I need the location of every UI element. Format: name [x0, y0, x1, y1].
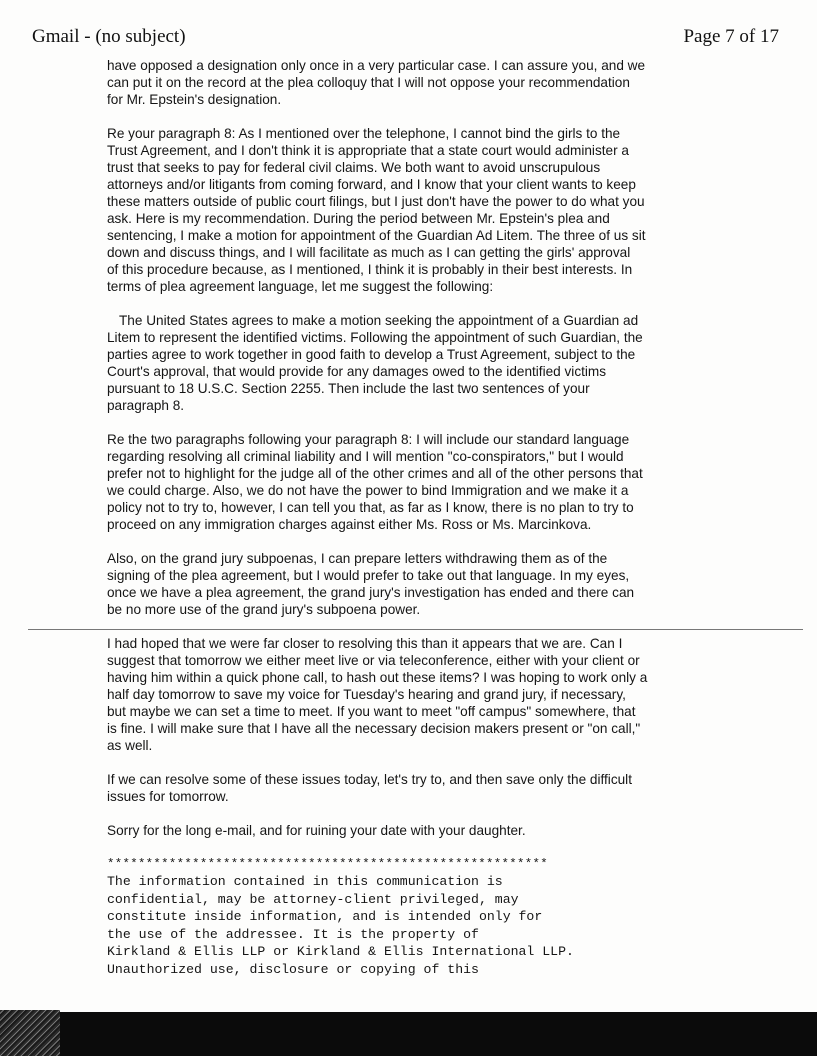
paragraph-8-response: Re your paragraph 8: As I mentioned over the telephone, I cannot bind the girls to the Trust Agreement, and I don't think it is appropriate that a state court would administer a trust that seeks to pay for federal civil claims. We both want to avoid unscrupulous attorneys and/or litigants from coming forward, and I know that your client wants to keep these matters outside of public court filings, but I just don't have the power to do what you ask. Here is my recommendation. During the period between Mr. Epstein's plea and sentencing, I make a motion for appointment of the Guardian Ad Litem. The three of us sit down and discuss things, and I will facilitate as much as I can getting the girls' approval of this procedure because, as I mentioned, I think it is probably in their best interests. In terms of plea agreement language, let me suggest the following:: [107, 126, 646, 294]
page-header: [32, 26, 779, 50]
scan-line-artifact: [28, 629, 803, 630]
confidentiality-disclaimer: The information contained in this communication is confidential, may be attorney-client privileged, may constitute inside information, and is intended only for the use of the addressee. It is the property of Kirkland & Ellis LLP or Kirkland & Ellis International LLP. Unauthorized use, disclosure or copying of this: [107, 874, 574, 977]
paragraph-proposed-language: The United States agrees to make a motion seeking the appointment of a Guardian ad Litem to represent the identified victims. Following the appointment of such Guardian, the parties agree to work together in good faith to develop a Trust Agreement, subject to the Court's approval, that would provide for any damages owed to the identified victims pursuant to 18 U.S.C. Section 2255. Then include the last two sentences of your paragraph 8.: [107, 313, 643, 413]
email-body: [107, 57, 717, 978]
email-subject-title: Gmail - (no subject): [32, 26, 186, 47]
disclaimer-separator: *********************************************************: [107, 857, 548, 871]
paragraph-meeting: I had hoped that we were far closer to resolving this than it appears that we are. Can I suggest that tomorrow we either meet live or via teleconference, either with your client or having him within a quick phone call, to hash out these items? I was hoping to work only a half day tomorrow to save my voice for Tuesday's hearing and grand jury, if necessary, but maybe we can set a time to meet. If you want to meet "off campus" somewhere, that is fine. I will make sure that I have all the necessary decision makers present or "on call," as well.: [107, 636, 648, 753]
paragraph-apology: Sorry for the long e-mail, and for ruining your date with your daughter.: [107, 823, 526, 838]
paragraph-resolve-today: If we can resolve some of these issues today, let's try to, and then save only the difficult issues for tomorrow.: [107, 772, 632, 804]
scan-corner-noise: [0, 1010, 60, 1056]
paragraph-following-8: Re the two paragraphs following your paragraph 8: I will include our standard language regarding resolving all criminal liability and I will mention "co-conspirators," but I would prefer not to highlight for the judge all of the other crimes and all of the other persons that we could charge. Also, we do not have the power to bind Immigration and we make it a policy not to try to, however, I can tell you that, as far as I know, there is no plan to try to proceed on any immigration charges against either Ms. Ross or Ms. Marcinkova.: [107, 432, 643, 532]
scan-bottom-edge: [0, 1012, 817, 1056]
paragraph-grand-jury: Also, on the grand jury subpoenas, I can prepare letters withdrawing them as of the signing of the plea agreement, but I would prefer to take out that language. In my eyes, once we have a plea agreement, the grand jury's investigation has ended and there can be no more use of the grand jury's subpoena power.: [107, 551, 635, 617]
page-indicator: Page 7 of 17: [683, 26, 779, 47]
paragraph-designation: have opposed a designation only once in a very particular case. I can assure you, and we can put it on the record at the plea colloquy that I will not oppose your recommendation for Mr. Epstein's designation.: [107, 58, 646, 107]
